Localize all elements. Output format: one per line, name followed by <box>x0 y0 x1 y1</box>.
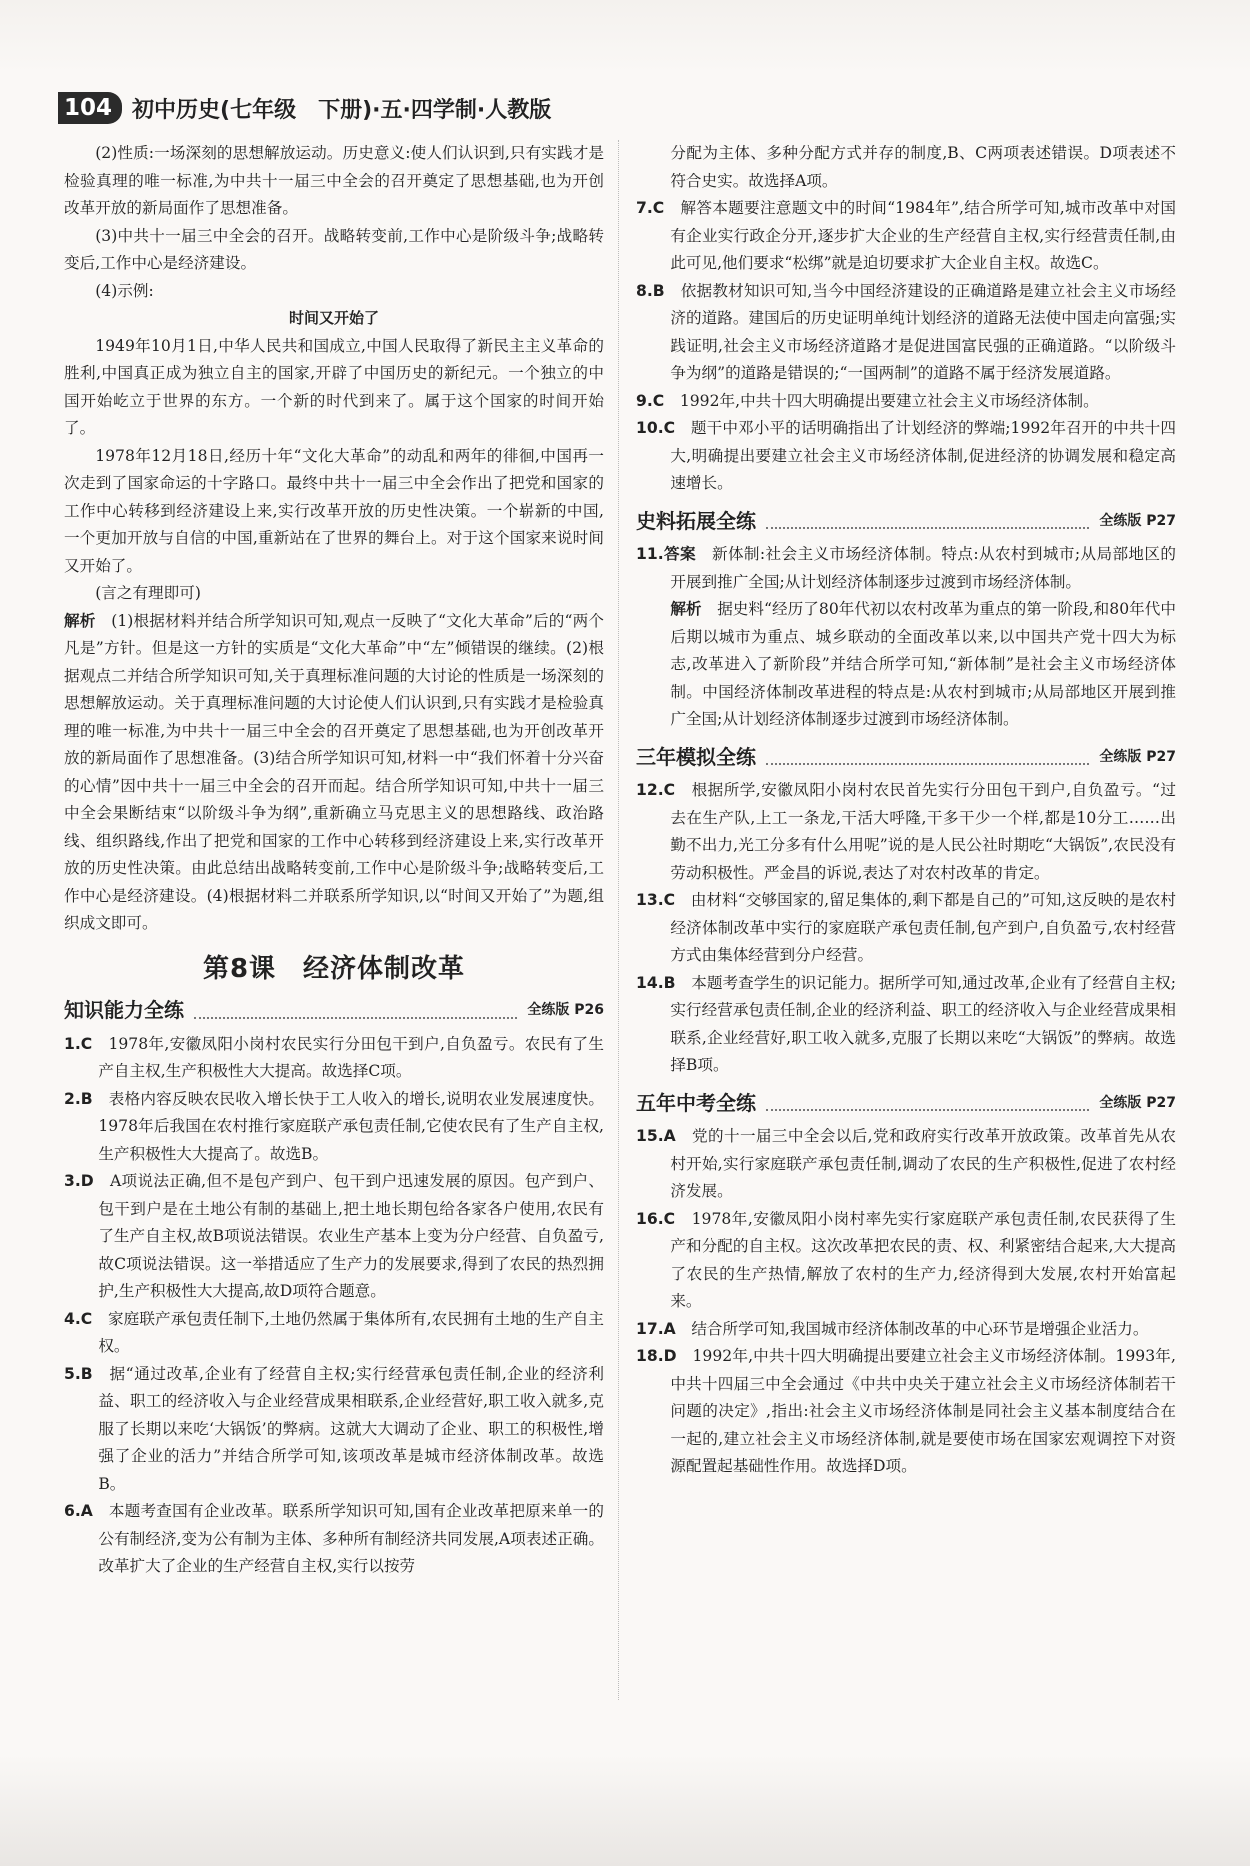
answer-text: 1992年,中共十四大明确提出要建立社会主义市场经济体制。 <box>679 391 1099 410</box>
essay-paragraph: 1949年10月1日,中华人民共和国成立,中国人民取得了新民主主义革命的胜利,中国真正成为独立自主的国家,开辟了中国历史的新纪元。一个独立的中国开始屹立于世界的东方。一个新的时代到来了。属于这个国家的时间开始了。 <box>64 336 604 437</box>
analysis-text: (1)根据材料并结合所学知识可知,观点一反映了“文化大革命”后的“两个凡是”方针。但是这一方针的实质是“文化大革命”中“左”倾错误的继续。(2)根据观点二并结合所学知识可知,关于真理标准问题的大讨论的性质是一场深刻的思想解放运动。关于真理标准问题的大讨论使人们认识到,只有实践才是检验真理的唯一标准,为中共十一届三中全会的召开奠定了思想基础,也为开创改革开放的新局面作了思想准备。(3)结合所学知识可知,材料一中“我们怀着十分兴奋的心情”因中共十一届三中全会的召开而起。结合所学知识可知,中共十一届三中全会果断结束“以阶级斗争为纲”,重新确立马克思主义的思想路线、政治路线、组织路线,作出了把党和国家的工作中心转移到经济建设上来,实行改革开放的历史性决策。由此总结出战略转变前,工作中心是阶级斗争;战略转变后,工作中心是经济建设。(4)根据材料二并联系所学知识,以“时间又开始了”为题,组织成文即可。 <box>64 611 604 932</box>
analysis-label: 解析 <box>64 611 96 630</box>
answer-number: 17.A <box>636 1319 676 1338</box>
answer-number: 14.B <box>636 973 676 992</box>
answer-item <box>636 1316 1176 1344</box>
answer-number: 11.答案 <box>636 545 696 563</box>
answer-text: A项说法正确,但不是包产到户、包干到户迅速发展的原因。包产到户、包干到户是在土地公有制的基础上,把土地长期包给各家各户使用,农民有了生产自主权,故B项说法错误。农业生产基本上变为分户经营、自负盈亏,故C项说法错误。这一举措适应了生产力的发展要求,得到了农民的热烈拥护,生产积极性大大提高,故D项符合题意。 <box>98 1172 604 1300</box>
section-leader-dots <box>766 527 1089 529</box>
left-column <box>64 140 604 1581</box>
column-divider <box>618 140 619 1700</box>
section-header <box>636 744 1176 772</box>
section-leader-dots <box>194 1017 517 1019</box>
answer-number: 10.C <box>636 419 676 437</box>
analysis-label: 解析 <box>670 600 702 618</box>
section-ref: 全练版 P26 <box>527 1002 604 1018</box>
answer-item <box>636 415 1176 498</box>
answer-text: 由材料“交够国家的,留足集体的,剩下都是自己的”可知,这反映的是农村经济体制改革中实行的家庭联产承包责任制,包产到户,自负盈亏,农村经营方式由集体经营到分户经营。 <box>670 891 1176 964</box>
answer-item <box>64 1031 604 1086</box>
answer-text: 据“通过改革,企业有了经营自主权;实行经营承包责任制,企业的经济利益、职工的经济收入与企业经营成果相联系,企业经营好,职工收入就多,克服了长期以来吃‘大锅饭’的弊病。这就大大调动了企业、职工的积极性,增强了企业的活力”并结合所学可知,该项改革是城市经济体制改革。故选B。 <box>98 1364 604 1493</box>
section-header <box>64 997 604 1025</box>
answer-item <box>64 1168 604 1306</box>
answer-item <box>636 1123 1176 1206</box>
analysis-block <box>636 596 1176 734</box>
answer-item <box>636 195 1176 278</box>
answer-item <box>64 1361 604 1499</box>
answer-number: 13.C <box>636 891 676 909</box>
essay-title: 时间又开始了 <box>288 309 379 327</box>
answer-number: 6.A <box>64 1502 93 1520</box>
answer-number: 12.C <box>636 781 676 799</box>
answer-number: 8.B <box>636 281 665 300</box>
continued-text: 分配为主体、多种分配方式并存的制度,B、C两项表述错误。D项表述不符合史实。故选择A项。 <box>670 144 1176 190</box>
essay-note: (言之有理即可) <box>95 584 201 602</box>
answer-item <box>636 388 1176 416</box>
answer-item <box>636 278 1176 388</box>
section-header <box>636 1090 1176 1118</box>
answer-paragraph: (4)示例: <box>95 281 154 300</box>
answer-item <box>636 777 1176 887</box>
answer-paragraph: (3)中共十一届三中全会的召开。战略转变前,工作中心是阶级斗争;战略转变后,工作中心是经济建设。 <box>64 226 604 272</box>
answer-paragraph: (2)性质:一场深刻的思想解放运动。历史意义:使人们认识到,只有实践才是检验真理的唯一标准,为中共十一届三中全会的召开奠定了思想基础,也为开创改革开放的新局面作了思想准备。 <box>64 144 604 217</box>
answer-text: 表格内容反映农民收入增长快于工人收入的增长,说明农业发展速度快。1978年后我国在农村推行家庭联产承包责任制,它使农民有了生产自主权,生产积极性大大提高了。故选B。 <box>98 1089 604 1163</box>
section-ref: 全练版 P27 <box>1099 512 1176 529</box>
analysis-text: 据史料“经历了80年代初以农村改革为重点的第一阶段,和80年代中后期以城市为重点、城乡联动的全面改革以来,以中国共产党十四大为标志,改革进入了新阶段”并结合所学可知,“新体制”是社会主义市场经济体制。中国经济体制改革进程的特点是:从农村到城市;从局部地区开展到推广全国;从计划经济体制逐步过渡到市场经济体制。 <box>670 600 1176 728</box>
answer-text: 1978年,安徽凤阳小岗村率先实行家庭联产承包责任制,农民获得了生产和分配的自主权。这次改革把农民的责、权、利紧密结合起来,大大提高了农民的生产热情,解放了农村的生产力,经济得到大发展,农村开始富起来。 <box>670 1209 1176 1310</box>
answer-text: 结合所学可知,我国城市经济体制改革的中心环节是增强企业活力。 <box>691 1319 1149 1338</box>
right-column <box>636 140 1176 1481</box>
answer-text: 本题考查学生的识记能力。据所学可知,通过改革,企业有了经营自主权;实行经营承包责任制,企业的经济利益、职工的经济收入与企业经营成果相联系,企业经营好,职工收入就多,克服了长期以来吃“大锅饭”的弊病。故选择B项。 <box>670 973 1176 1074</box>
book-title: 初中历史(七年级 下册)·五·四学制·人教版 <box>132 97 552 123</box>
answer-item <box>636 887 1176 970</box>
answer-text: 1978年,安徽凤阳小岗村农民实行分田包干到户,自负盈亏。农民有了生产自主权,生产积极性大大提高。故选择C项。 <box>98 1034 604 1080</box>
section-leader-dots <box>766 1109 1089 1111</box>
section-ref: 全练版 P27 <box>1099 1094 1176 1111</box>
section-ref: 全练版 P27 <box>1099 748 1176 765</box>
answer-number: 3.D <box>64 1172 94 1190</box>
answer-text: 依据教材知识可知,当今中国经济建设的正确道路是建立社会主义市场经济的道路。建国后的历史证明单纯计划经济的道路无法使中国走向富强;实践证明,社会主义市场经济道路才是促进国富民强的正确道路。“以阶级斗争为纲”的道路是错误的;“一国两制”的道路不属于经济发展道路。 <box>670 281 1176 382</box>
answer-text: 党的十一届三中全会以后,党和政府实行改革开放政策。改革首先从农村开始,实行家庭联产承包责任制,调动了农民的生产积极性,促进了农村经济发展。 <box>670 1127 1176 1200</box>
page-number: 104 <box>58 92 122 124</box>
section-leader-dots <box>766 763 1089 765</box>
section-name: 五年中考全练 <box>636 1090 756 1115</box>
lesson-title: 第8课 经济体制改革 <box>202 953 466 984</box>
page-header <box>58 88 551 128</box>
answer-text: 家庭联产承包责任制下,土地仍然属于集体所有,农民拥有土地的生产自主权。 <box>98 1309 604 1355</box>
answer-item <box>636 541 1176 596</box>
answer-text: 根据所学,安徽凤阳小岗村农民首先实行分田包干到户,自负盈亏。“过去在生产队,上工一条龙,干活大呼隆,干多干少一个样,都是10分工……出勤不出力,光工分多有什么用呢”说的是人民公社时期吃“大锅饭”,农民没有劳动积极性。严金昌的诉说,表达了对农村改革的肯定。 <box>670 781 1176 882</box>
answer-number: 7.C <box>636 199 665 217</box>
answer-text: 本题考查国有企业改革。联系所学知识可知,国有企业改革把原来单一的公有制经济,变为公有制为主体、多种所有制经济共同发展,A项表述正确。改革扩大了企业的生产经营自主权,实行以按劳 <box>98 1502 604 1575</box>
answer-number: 18.D <box>636 1347 677 1365</box>
answer-item <box>636 1343 1176 1481</box>
answer-item <box>64 1306 604 1361</box>
answer-number: 15.A <box>636 1127 676 1145</box>
answer-item <box>64 1498 604 1581</box>
section-header <box>636 508 1176 536</box>
answer-number: 4.C <box>64 1309 93 1328</box>
answer-item <box>64 1086 604 1169</box>
section-name: 史料拓展全练 <box>636 508 756 533</box>
answer-number: 5.B <box>64 1364 93 1383</box>
answer-number: 1.C <box>64 1034 93 1053</box>
essay-paragraph: 1978年12月18日,经历十年“文化大革命”的动乱和两年的徘徊,中国再一次走到了国家命运的十字路口。最终中共十一届三中全会作出了把党和国家的工作中心转移到经济建设上来,实行改革开放的历史性决策。一个崭新的中国,一个更加开放与自信的中国,重新站在了世界的舞台上。对于这个国家来说时间又开始了。 <box>64 446 604 575</box>
answer-number: 16.C <box>636 1209 676 1228</box>
answer-number: 2.B <box>64 1089 93 1108</box>
answer-text: 新体制:社会主义市场经济体制。特点:从农村到城市;从局部地区的开展到推广全国;从计划经济体制逐步过渡到市场经济体制。 <box>670 545 1176 591</box>
answer-item <box>636 970 1176 1080</box>
answer-number: 9.C <box>636 391 665 410</box>
answer-text: 1992年,中共十四大明确提出要建立社会主义市场经济体制。1993年,中共十四届三中全会通过《中共中央关于建立社会主义市场经济体制若干问题的决定》,指出:社会主义市场经济体制是同社会主义基本制度结合在一起的,建立社会主义市场经济体制,就是要使市场在国家宏观调控下对资源配置起基础性作用。故选择D项。 <box>670 1347 1176 1475</box>
answer-text: 题干中邓小平的话明确指出了计划经济的弊端;1992年召开的中共十四大,明确提出要建立社会主义市场经济体制,促进经济的协调发展和稳定高速增长。 <box>670 419 1176 492</box>
section-name: 知识能力全练 <box>64 998 184 1022</box>
answer-item <box>636 1206 1176 1316</box>
analysis-block <box>64 608 604 938</box>
section-name: 三年模拟全练 <box>636 744 756 769</box>
answer-text: 解答本题要注意题文中的时间“1984年”,结合所学可知,城市改革中对国有企业实行政企分开,逐步扩大企业的生产经营自主权,实行经营责任制,由此可见,他们要求“松绑”就是迫切要求扩大企业自主权。故选C。 <box>670 199 1176 272</box>
